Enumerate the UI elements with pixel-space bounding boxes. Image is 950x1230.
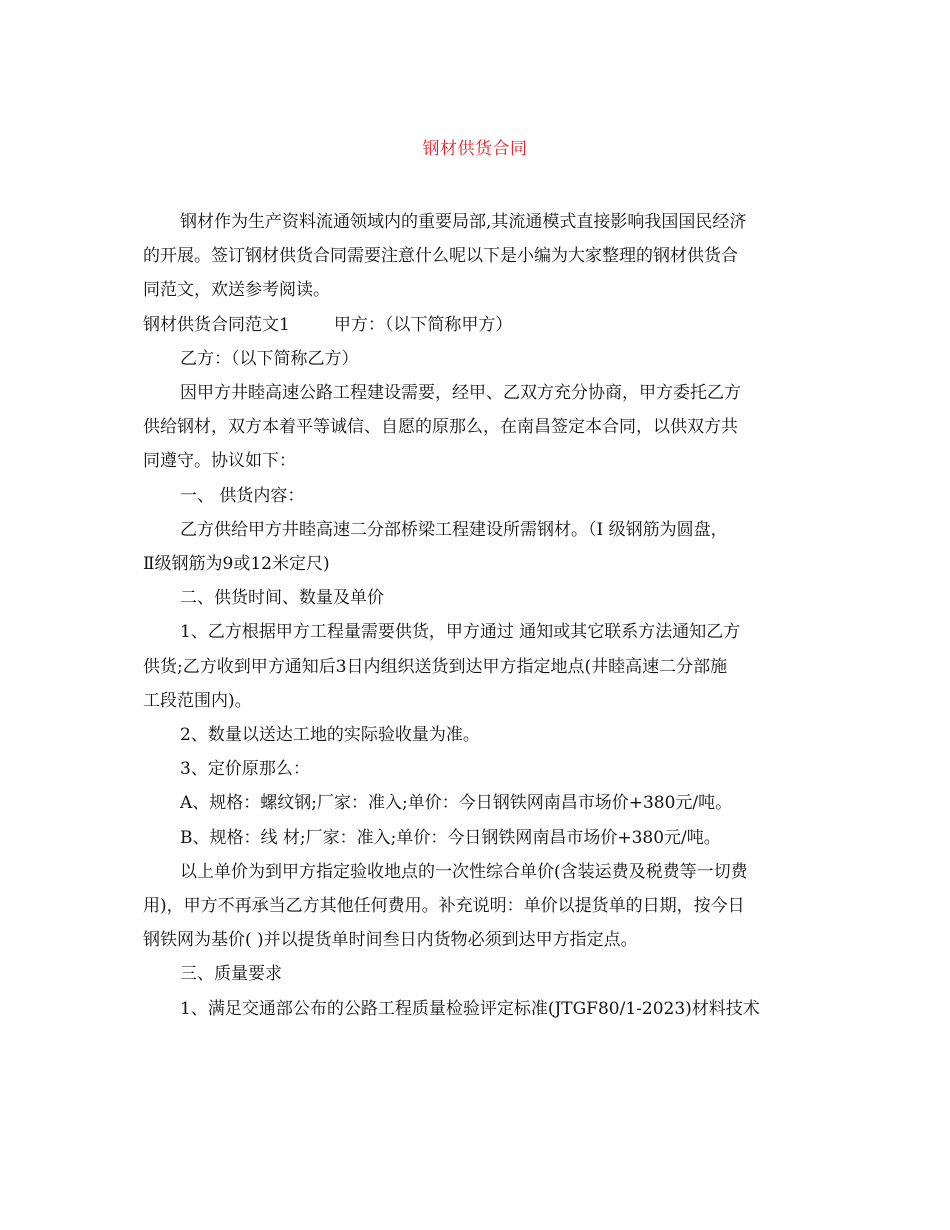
body-line: 1、满足交通部公布的公路工程质量检验评定标准(JTGF80/1-2023)材料技术	[180, 998, 760, 1019]
body-line: 钢材作为生产资料流通领域内的重要局部,其流通模式直接影响我国国民经济	[180, 212, 747, 232]
body-line: 1、乙方根据甲方工程量需要供货，甲方通过 通知或其它联系方法通知乙方	[180, 622, 741, 643]
body-line: 同范文，欢送参考阅读。	[143, 280, 330, 301]
body-line: 供给钢材，双方本着平等诚信、自愿的原那么，在南昌签定本合同，以供双方共	[143, 417, 738, 438]
body-line: 的开展。签订钢材供货合同需要注意什么呢以下是小编为大家整理的钢材供货合	[143, 246, 738, 267]
body-line: 工段范围内)。	[143, 690, 252, 711]
sample-heading: 钢材供货合同范文1	[143, 314, 290, 335]
body-line: 供货;乙方收到甲方通知后3日内组织送货到达甲方指定地点(井睦高速二分部施	[143, 656, 728, 677]
body-line: 因甲方井睦高速公路工程建设需要，经甲、乙双方充分协商，甲方委托乙方	[180, 383, 741, 404]
section-heading: 一、 供货内容：	[180, 485, 305, 506]
body-line: 2、数量以送达工地的实际验收量为准。	[180, 725, 480, 746]
body-line	[143, 308, 808, 342]
document-body	[143, 205, 808, 1026]
body-line: A、规格：螺纹钢;厂家：准入;单价：今日钢铁网南昌市场价+380元/吨。	[180, 793, 733, 814]
body-line: 3、定价原那么：	[180, 759, 310, 780]
document-title: 钢材供货合同	[422, 139, 528, 159]
body-line: 同遵守。协议如下：	[143, 451, 296, 472]
body-line: 钢铁网为基价( )并以提货单时间叁日内货物必须到达甲方指定点。	[143, 930, 638, 951]
body-line: 用)，甲方不再承当乙方其他任何费用。补充说明：单价以提货单的日期，按今日	[143, 896, 745, 917]
body-line: Ⅱ级钢筋为9或12米定尺)	[143, 554, 330, 575]
party-a-line: 甲方：（以下简称甲方）	[333, 314, 513, 335]
section-heading: 三、质量要求	[180, 964, 282, 985]
body-line: 以上单价为到甲方指定验收地点的一次性综合单价(含装运费及税费等一切费	[180, 861, 748, 882]
section-heading: 二、供货时间、数量及单价	[180, 588, 384, 609]
body-line: B、规格：线 材;厂家：准入;单价：今日钢铁网南昌市场价+380元/吨。	[180, 827, 721, 848]
body-line: 乙方：（以下简称乙方）	[180, 348, 359, 369]
body-line: 乙方供给甲方井睦高速二分部桥梁工程建设所需钢材。（Ⅰ 级钢筋为圆盘，	[180, 519, 728, 540]
